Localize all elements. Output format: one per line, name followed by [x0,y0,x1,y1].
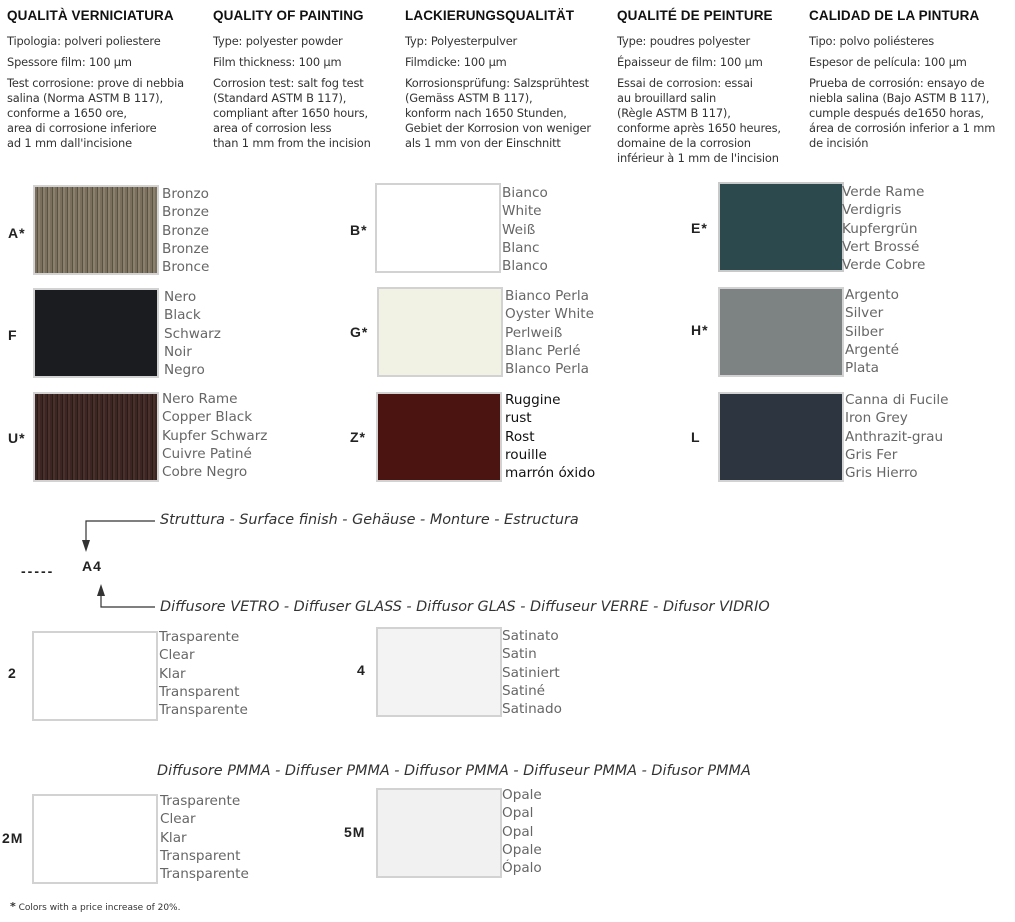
test-text: Korrosionsprüfung: Salzsprühtest (Gemäss ASTM B 117), konform nach 1650 Stunden, Gebiet der Korrosion von weniger als 1 mm von der Einschnitt [405,76,591,150]
pmma-legend: Diffusore PMMA - Diffuser PMMA - Diffusor PMMA - Diffuseur PMMA - Difusor PMMA [157,763,751,779]
diffuser-code-2m: 2M [2,830,24,846]
diffuser-code-4: 4 [357,662,366,678]
finish-name: rouille [505,446,547,463]
header-col-en [213,8,408,151]
diffuser-name: Trasparente [160,793,241,809]
header-col-it [7,8,202,151]
finish-name: Verde Cobre [842,257,926,274]
finish-name: Nero Rame [162,391,238,407]
finish-name: White [502,203,542,220]
finish-swatch-oyster-white [377,287,503,377]
legend-dashes: ----- [21,563,55,579]
finish-code-l: L [691,429,701,445]
finish-name: Argenté [845,341,899,358]
diffuser-swatch-satin-glass [376,627,502,717]
finish-name: Vert Brossé [842,238,920,255]
legend-code: A4 [82,558,102,574]
finish-code-g: G* [350,324,369,340]
finish-name: Silver [845,305,884,322]
finish-swatch-bronze [33,185,159,275]
test-text: Test corrosione: prove di nebbia salina (Norma ASTM B 117), conforme a 1650 ore, area di corrosione inferiore ad 1 mm dall'incisione [7,76,184,150]
finish-name: Rost [505,428,535,445]
finish-names-h [845,286,899,377]
diffuser-name: Transparent [159,683,240,700]
finish-name: Bronze [162,240,210,257]
film-line: Espesor de película: 100 µm [809,55,967,69]
finish-name: Cobre Negro [162,464,248,481]
finish-name: Blanc [502,239,540,256]
finish-name: Noir [164,343,192,360]
diffuser-name: Transparente [159,702,248,719]
diffuser-name: Opale [502,841,542,858]
test-text: Essai de corrosion: essai au brouillard salin (Règle ASTM B 117), conforme après 1650 heures, domaine de la corrosion inférieur à 1 mm de l'incision [617,76,781,165]
diffuser-name: Transparent [160,847,241,864]
diffuser-names-4 [502,627,562,718]
finish-names-a [162,185,209,276]
diffuser-name: Satinado [502,701,562,718]
footnote-text: Colors with a price increase of 20%. [18,903,181,913]
finish-swatch-black [33,288,159,378]
arrowhead-up [97,584,105,596]
diffuser-names-2m [160,792,249,883]
finish-name: Perlweiß [505,324,563,341]
test-text: Corrosion test: salt fog test (Standard ASTM B 117), compliant after 1650 hours, area of corrosion less than 1 mm from the incision [213,76,371,150]
finish-names-z [505,391,595,482]
finish-name: Bronce [162,259,210,276]
finish-name: Bronzo [162,186,210,202]
diffuser-name: Clear [160,811,196,828]
finish-name: Copper Black [162,409,253,426]
finish-code-f: F [8,327,18,343]
finish-name: Kupfergrün [842,220,918,237]
finish-name: Blanco Perla [505,361,589,378]
column-title: QUALITÉ DE PEINTURE [617,8,773,23]
finish-name: Bianco Perla [505,288,589,304]
finish-name: Bianco [502,185,548,201]
finish-name: Kupfer Schwarz [162,427,268,444]
diffuser-swatch-clear-pmma [32,794,158,884]
finish-name: Negro [164,362,205,379]
finish-names-g [505,287,594,378]
finish-name: Weiß [502,221,536,238]
finish-code-a: A* [8,225,26,241]
type-line: Type: poudres polyester [617,34,751,48]
finish-name: Iron Grey [845,410,908,427]
finish-code-e: E* [691,220,708,236]
finish-name: Cuivre Patiné [162,445,252,462]
diffuser-name: Klar [160,829,187,846]
diffuser-names-2 [159,628,248,719]
finish-names-f [164,288,221,379]
arrowhead-down [82,540,90,552]
column-title: CALIDAD DE LA PINTURA [809,8,980,23]
diffuser-swatch-opal-pmma [376,788,502,878]
finish-name: Silber [845,323,884,340]
finish-name: Gris Fer [845,446,898,463]
diffuser-code-5m: 5M [344,824,366,840]
header-col-fr [617,8,812,166]
finish-name: Bronze [162,204,210,221]
asterisk-icon: * [10,900,16,913]
diffuser-name: Ópalo [502,860,542,877]
finish-swatch-copper-black [33,392,159,482]
test-text: Prueba de corrosión: ensayo de niebla salina (Bajo ASTM B 117), cumple después de1650 horas, área de corrosión inferior a 1 mm de incisión [809,76,996,150]
column-title: LACKIERUNGSQUALITÄT [405,8,575,23]
finish-swatch-rust [376,392,502,482]
finish-name: Argento [845,287,899,303]
finish-name: Verdigris [842,202,902,219]
diffuser-name: Satin [502,646,537,663]
diffuser-name: Clear [159,647,195,664]
finish-code-z: Z* [350,429,366,445]
arrow-to-diffuser [101,588,155,607]
column-title: QUALITÀ VERNICIATURA [7,8,174,23]
finish-name: Canna di Fucile [845,392,949,408]
finish-name: Blanc Perlé [505,342,581,359]
glass-legend: Diffusore VETRO - Diffuser GLASS - Diffusor GLAS - Diffuseur VERRE - Difusor VIDRIO [160,599,770,615]
finish-name: Black [164,307,201,324]
diffuser-name: Satinato [502,628,559,644]
finish-names-u [162,390,267,481]
finish-swatch-verdigris [718,182,844,272]
diffuser-names-5m [502,786,542,877]
finish-name: Nero [164,289,197,305]
film-line: Spessore film: 100 µm [7,55,132,69]
finish-names-b [502,184,548,275]
finish-name: Gris Hierro [845,465,918,482]
structure-legend: Struttura - Surface finish - Gehäuse - Monture - Estructura [160,512,579,528]
finish-name: Verde Rame [842,184,925,200]
diffuser-name: Transparente [160,866,249,883]
finish-code-h: H* [691,322,709,338]
finish-name: Blanco [502,258,548,275]
finish-code-u: U* [8,430,26,446]
diffuser-name: Opal [502,805,534,822]
diffuser-swatch-clear-glass [32,631,158,721]
diffuser-name: Opal [502,823,534,840]
diffuser-name: Klar [159,665,186,682]
finish-name: Bronze [162,222,210,239]
finish-name: Anthrazit-grau [845,428,944,445]
finish-swatch-iron-grey [718,392,844,482]
footnote [10,900,180,913]
type-line: Tipologia: polveri poliestere [7,34,161,48]
film-line: Filmdicke: 100 µm [405,55,507,69]
finish-name: Plata [845,360,879,377]
diffuser-name: Trasparente [159,629,240,645]
diffuser-name: Satiniert [502,664,560,681]
header-col-de [405,8,610,151]
finish-swatch-white [375,183,501,273]
finish-name: marrón óxido [505,465,596,482]
finish-swatch-silver [718,287,844,377]
arrow-to-structure [86,521,155,548]
diffuser-name: Opale [502,787,542,803]
film-line: Épaisseur de film: 100 µm [617,55,763,69]
column-title: QUALITY OF PAINTING [213,8,364,23]
finish-names-e [842,183,925,274]
finish-names-l [845,391,949,482]
type-line: Typ: Polyesterpulver [405,34,518,48]
finish-name: Oyster White [505,306,594,323]
header-col-es [809,8,1014,151]
finish-code-b: B* [350,222,368,238]
finish-name: Schwarz [164,325,221,342]
diffuser-code-2: 2 [8,665,17,681]
type-line: Type: polyester powder [213,34,343,48]
finish-name: rust [505,410,532,427]
type-line: Tipo: polvo poliésteres [809,34,934,48]
diffuser-name: Satiné [502,682,546,699]
film-line: Film thickness: 100 µm [213,55,342,69]
finish-name: Ruggine [505,392,561,408]
